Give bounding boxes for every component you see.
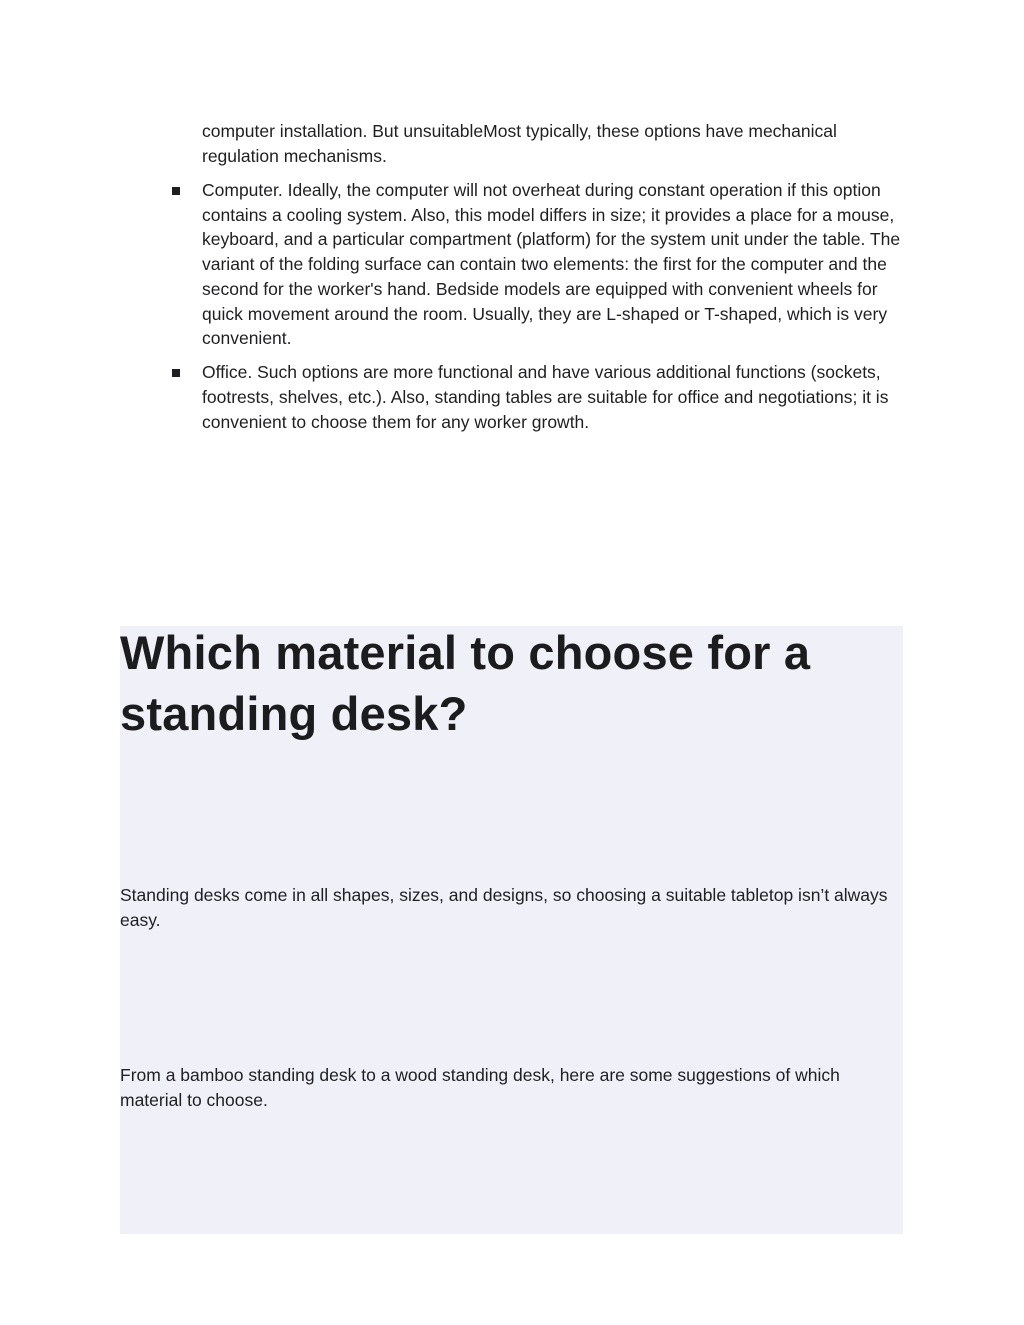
section-paragraph: From a bamboo standing desk to a wood standing desk, here are some suggestions of which material to choose.: [120, 1065, 840, 1110]
list-item-text: Office. Such options are more functional and have various additional functions (sockets, footrests, shelves, etc.). Also, standing tables are suitable for office and negotiations; it is convenient to choose them for any worker growth.: [202, 362, 889, 432]
desk-type-list: [170, 178, 902, 444]
continuation-paragraph: computer installation. But unsuitableMost typically, these options have mechanical regulation mechanisms.: [202, 121, 837, 166]
section-heading: Which material to choose for a standing desk?: [120, 626, 811, 740]
section-paragraph: Standing desks come in all shapes, sizes, and designs, so choosing a suitable tabletop isn’t always easy.: [120, 885, 888, 930]
square-bullet-icon: [172, 369, 180, 377]
list-item: [170, 360, 902, 434]
square-bullet-icon: [172, 187, 180, 195]
list-item-text: Computer. Ideally, the computer will not overheat during constant operation if this option contains a cooling system. Also, this model differs in size; it provides a place for a mouse, keyboard, and a particular compartment (platform) for the system unit under the table. The variant of the folding surface can contain two elements: the first for the computer and the second for the worker's hand. Bedside models are equipped with convenient wheels for quick movement around the room. Usually, they are L-shaped or T-shaped, which is very convenient.: [202, 180, 901, 349]
material-section: [120, 626, 903, 1234]
list-item: [170, 178, 902, 351]
